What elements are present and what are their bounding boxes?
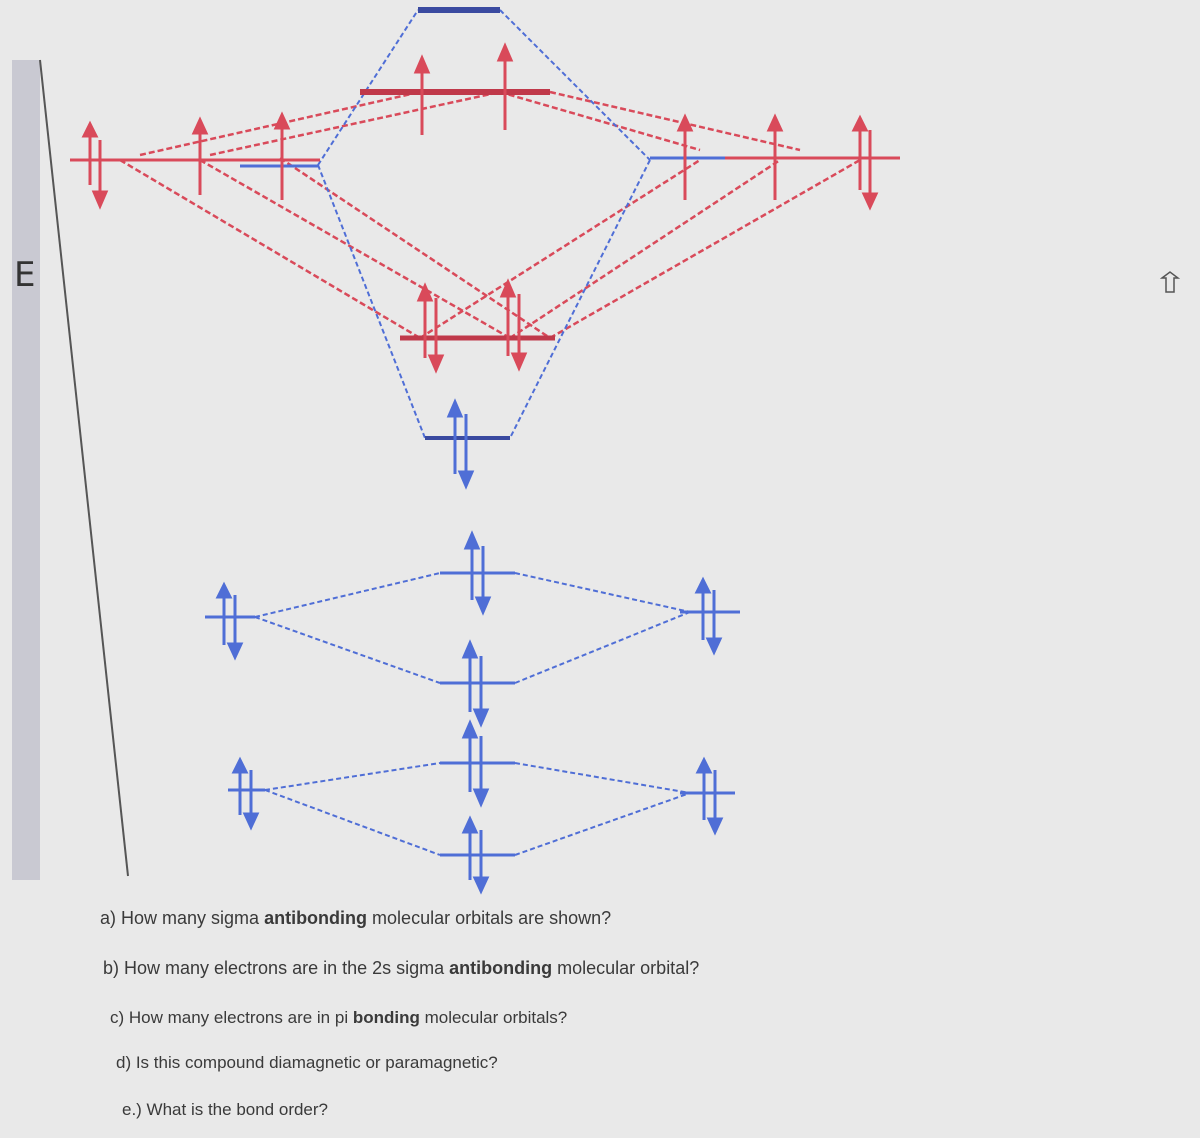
mouse-cursor-icon (1160, 270, 1180, 296)
correlation-line (265, 763, 440, 790)
correlation-line (515, 573, 690, 612)
correlation-line (200, 160, 510, 338)
question-b: b) How many electrons are in the 2s sigma antibonding molecular orbital? (103, 958, 700, 978)
correlation-line (500, 10, 650, 160)
energy-axis-label: E (14, 255, 36, 295)
question-e: e.) What is the bond order? (122, 1100, 329, 1119)
correlation-line (255, 617, 440, 683)
correlation-line (120, 160, 420, 338)
question-a: a) How many sigma antibonding molecular orbitals are shown? (100, 908, 612, 928)
question-c: c) How many electrons are in pi bonding molecular orbitals? (110, 1008, 568, 1027)
correlation-line (210, 92, 500, 155)
correlation-line (550, 160, 860, 338)
correlation-line (318, 165, 425, 438)
energy-axis (40, 60, 128, 876)
correlation-line (265, 790, 440, 855)
question-d: d) Is this compound diamagnetic or paramagnetic? (116, 1053, 498, 1072)
correlation-line (318, 10, 418, 165)
correlation-line (500, 92, 700, 150)
correlation-line (550, 92, 800, 150)
correlation-line (515, 763, 690, 793)
correlation-line (515, 612, 690, 683)
correlation-line (255, 573, 440, 617)
correlation-line (420, 160, 700, 338)
correlation-line (515, 793, 690, 855)
correlation-line (510, 160, 650, 438)
correlation-line (510, 160, 780, 338)
